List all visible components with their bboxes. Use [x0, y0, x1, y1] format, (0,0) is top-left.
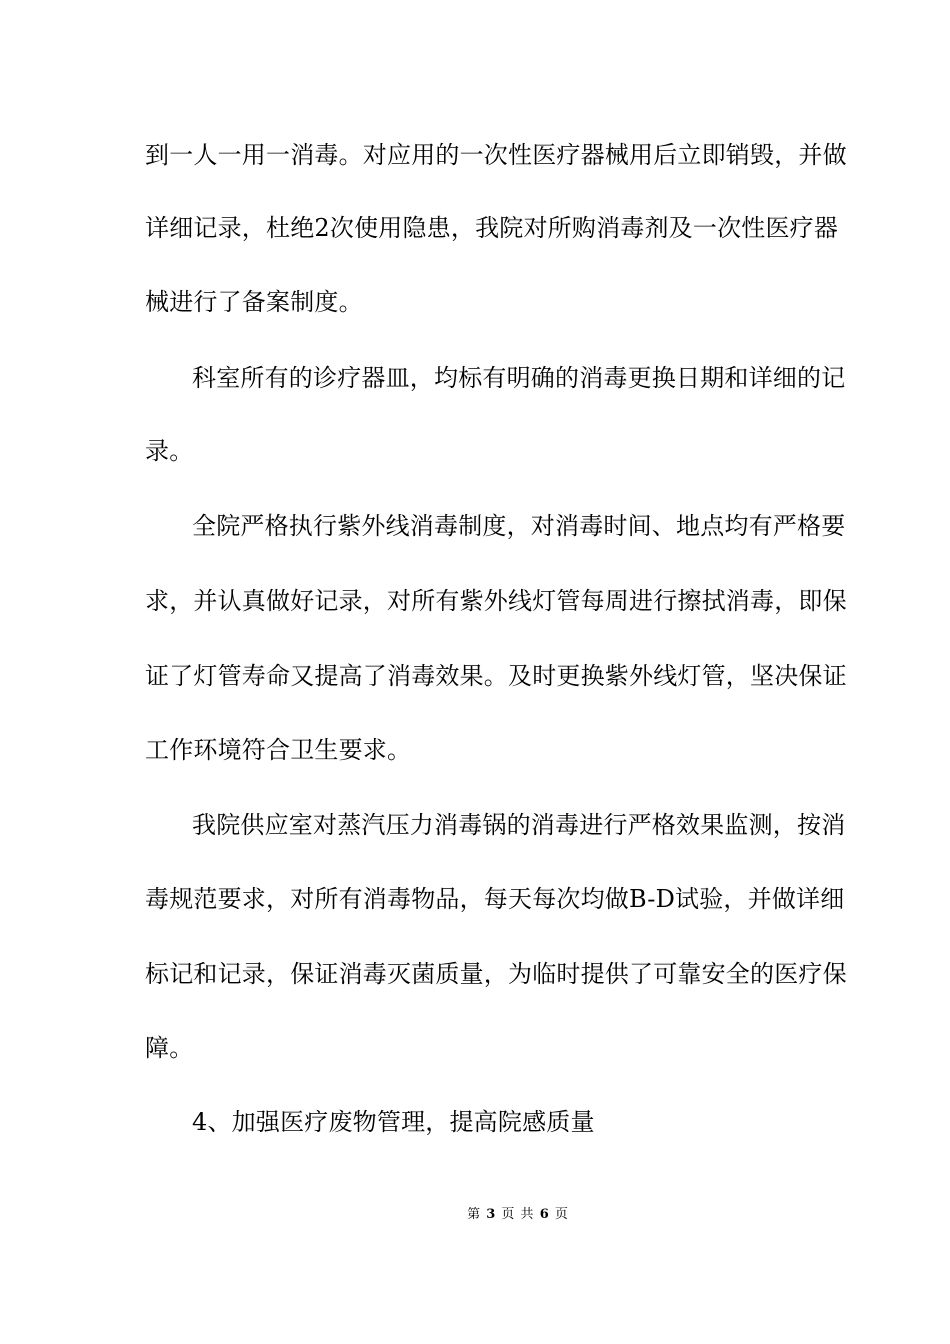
footer-prefix: 第 [467, 1207, 482, 1222]
text-line-13: 障。 [145, 1034, 194, 1062]
text-line-5: 录。 [145, 437, 194, 465]
footer-middle: 页 共 [501, 1207, 535, 1222]
text-line-7: 求，并认真做好记录，对所有紫外线灯管每周进行擦拭消毒，即保 [145, 587, 847, 615]
text-line-3: 械进行了备案制度。 [145, 288, 363, 316]
text-line-8: 证了灯管寿命又提高了消毒效果。及时更换紫外线灯管，坚决保证 [145, 662, 847, 690]
text-line-14: 4、加强医疗废物管理，提高院感质量 [192, 1108, 595, 1136]
text-line-1: 到一人一用一消毒。对应用的一次性医疗器械用后立即销毁，并做 [145, 141, 847, 169]
text-line-6: 全院严格执行紫外线消毒制度，对消毒时间、地点均有严格要 [192, 512, 846, 540]
text-line-9: 工作环境符合卫生要求。 [145, 736, 412, 764]
footer-total-pages: 6 [539, 1207, 550, 1222]
text-line-11: 毒规范要求，对所有消毒物品，每天每次均做B-D试验，并做详细 [145, 885, 845, 913]
text-line-4: 科室所有的诊疗器皿，均标有明确的消毒更换日期和详细的记 [192, 364, 846, 392]
page-footer [0, 1206, 950, 1224]
footer-suffix: 页 [554, 1207, 569, 1222]
footer-current-page: 3 [486, 1207, 497, 1222]
text-line-2: 详细记录，杜绝2次使用隐患，我院对所购消毒剂及一次性医疗器 [145, 214, 839, 242]
text-line-12: 标记和记录，保证消毒灭菌质量，为临时提供了可靠安全的医疗保 [145, 960, 847, 988]
text-line-10: 我院供应室对蒸汽压力消毒锅的消毒进行严格效果监测，按消 [192, 811, 846, 839]
